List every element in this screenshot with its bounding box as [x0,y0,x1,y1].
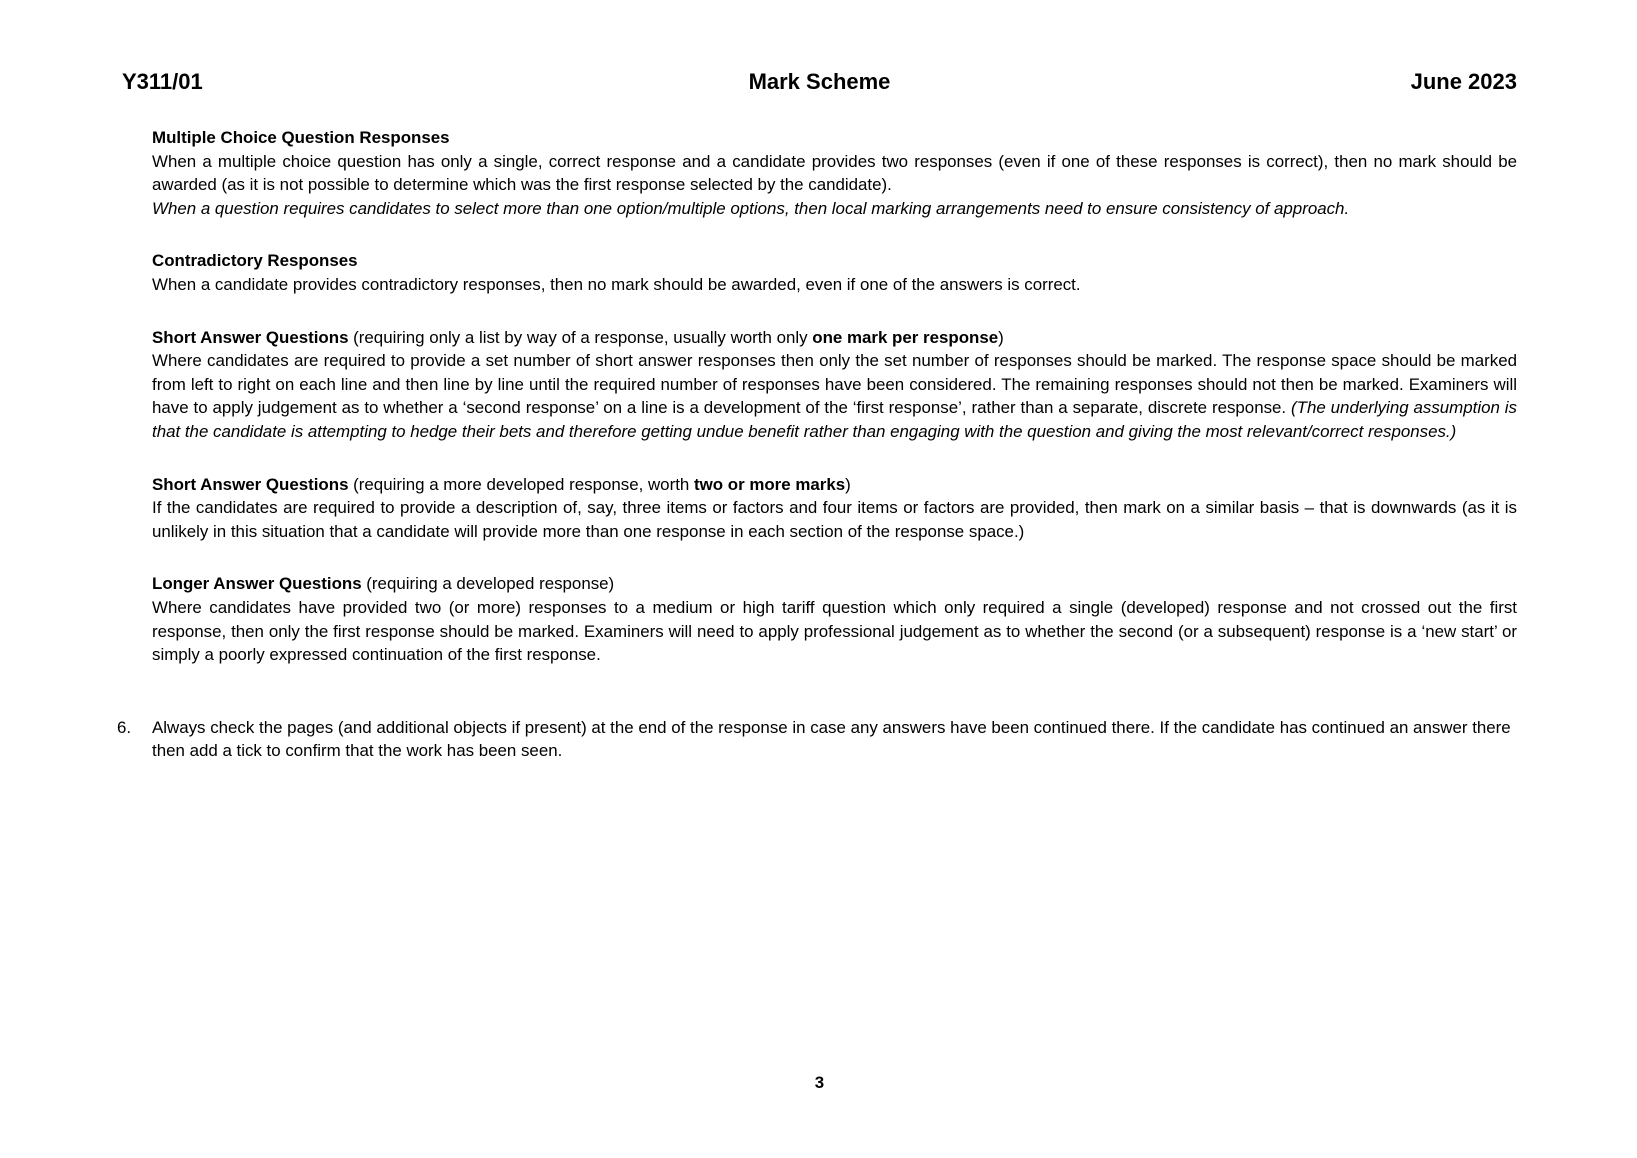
document-body [117,126,1517,763]
section-short-answer-questions-list [152,326,1517,444]
text-run: Where candidates are required to provide a set number of short answer responses then only the set number of responses should be marked. The response space should be marked from left to right on each line and then line by line until the required number of responses have been considered. The remaining responses should not then be marked. Examiners will have to apply judgement as to whether a ‘second response’ on a line is a development of the ‘first response’, rather than a separate, discrete response. [152,351,1517,418]
text-run: Multiple Choice Question Responses [152,128,450,147]
document-title: Mark Scheme [748,69,891,94]
text-run: (requiring a developed response) [361,574,615,594]
text-run: (requiring a more developed response, worth [348,474,694,494]
text-run: ) [845,474,851,494]
page-header [122,71,1517,93]
text-run: Where candidates have provided two (or more) responses to a medium or high tariff question which only required a single (developed) response and not crossed out the first response, then only the first response should be marked. Examiners will need to apply professional judgement as to whether the second (or a subsequent) response is a ‘new start’ or simply a poorly expressed continuation of the first response. [152,597,1517,665]
text-run: one mark per response [812,327,999,347]
exam-session: June 2023 [1410,69,1517,94]
text-run: Contradictory Responses [152,251,358,271]
section-heading [152,126,1517,150]
text-run: ) [998,327,1004,347]
text-run: When a multiple choice question has only a single, correct response and a candidate provides two responses (even if one of these responses is correct), then no mark should be awarded (as it is not possible to determine which was the first response selected by the candidate). [152,151,1517,195]
paragraph [152,349,1517,443]
item-text: Always check the pages (and additional objects if present) at the end of the response in case any answers have been continued there. If the candidate has continued an answer there then add a tick to confirm that the work has been seen. [152,717,1511,761]
section-heading [152,326,1517,350]
section-contradictory-responses [152,249,1517,296]
section-heading [152,572,1517,596]
page-footer [122,1071,1517,1095]
section-short-answer-questions-developed [152,473,1517,544]
paragraph [152,150,1517,197]
numbered-item [117,716,1517,763]
text-run: When a candidate provides contradictory responses, then no mark should be awarded, even if one of the answers is correct. [152,274,1081,294]
section-heading [152,473,1517,497]
text-run: two or more marks [693,474,846,494]
text-run: When a question requires candidates to select more than one option/multiple options, then local marking arrangements need to ensure consistency of approach. [152,198,1350,218]
section-multiple-choice-question-responses [152,126,1517,220]
paragraph [152,596,1517,667]
paragraph [152,273,1517,297]
text-run: If the candidates are required to provide a description of, say, three items or factors and four items or factors are provided, then mark on a similar basis – that is downwards (as it is unlikely in this situation that a candidate will provide more than one response in each section of the response space.) [152,498,1517,541]
text-run: Longer Answer Questions [152,574,362,594]
exam-code: Y311/01 [122,69,203,94]
text-run: (requiring only a list by way of a response, usually worth only [348,327,813,347]
paragraph [152,197,1517,221]
item-number: 6. [117,717,132,737]
text-run: (The underlying assumption is that the candidate is attempting to hedge their bets and therefore getting undue benefit rather than engaging with the question and giving the most relevant/correct responses.) [152,398,1517,441]
section-heading [152,249,1517,273]
text-run: Short Answer Questions [152,474,349,494]
text-run: Short Answer Questions [152,327,349,347]
page-number: 3 [814,1073,825,1092]
section-longer-answer-questions [152,572,1517,666]
paragraph [152,496,1517,543]
sections [117,126,1517,667]
